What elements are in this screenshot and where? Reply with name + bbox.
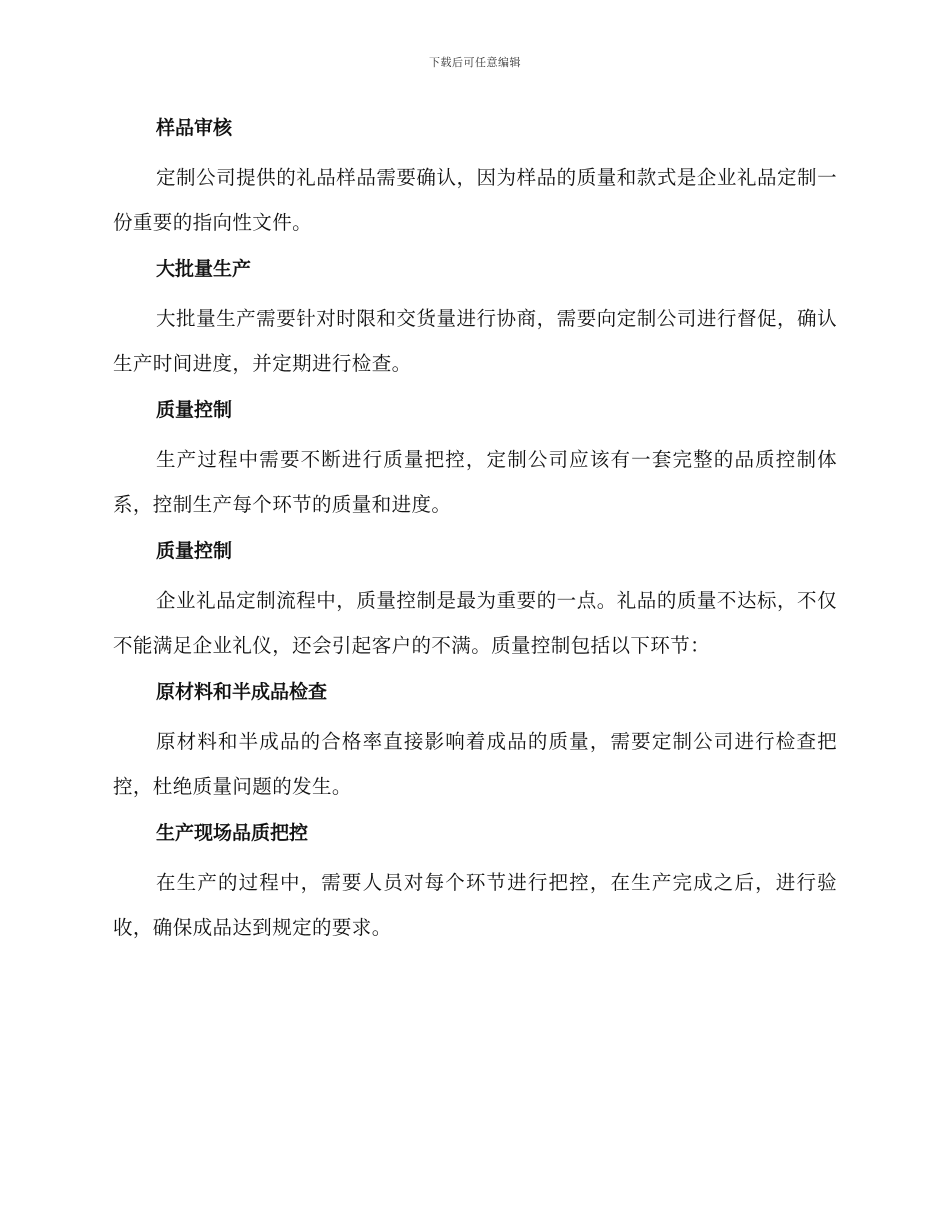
section-onsite-quality — [113, 817, 837, 950]
section-body: 原材料和半成品的合格率直接影响着成品的质量，需要定制公司进行检查把控，杜绝质量问题的发生。 — [113, 730, 837, 798]
section-mass-production — [113, 253, 837, 394]
section-heading: 样品审核 — [156, 117, 233, 139]
document-content — [113, 112, 837, 950]
section-quality-control-1 — [113, 394, 837, 535]
section-body: 在生产的过程中，需要人员对每个环节进行把控，在生产完成之后，进行验收，确保成品达到规定的要求。 — [113, 871, 837, 939]
section-heading: 原材料和半成品检查 — [156, 681, 328, 703]
section-body: 大批量生产需要针对时限和交货量进行协商，需要向定制公司进行督促，确认生产时间进度，并定期进行检查。 — [113, 307, 837, 375]
section-heading: 生产现场品质把控 — [156, 822, 309, 844]
section-body: 定制公司提供的礼品样品需要确认，因为样品的质量和款式是企业礼品定制一份重要的指向性文件。 — [113, 166, 837, 234]
section-material-inspection — [113, 676, 837, 817]
section-heading: 大批量生产 — [156, 258, 252, 280]
section-heading: 质量控制 — [156, 540, 233, 562]
page-header: 下载后可任意编辑 — [429, 56, 521, 69]
section-sample-review — [113, 112, 837, 253]
section-quality-control-2 — [113, 535, 837, 676]
section-body: 生产过程中需要不断进行质量把控，定制公司应该有一套完整的品质控制体系，控制生产每个环节的质量和进度。 — [113, 448, 837, 516]
section-heading: 质量控制 — [156, 399, 233, 421]
section-body: 企业礼品定制流程中，质量控制是最为重要的一点。礼品的质量不达标，不仅不能满足企业礼仪，还会引起客户的不满。质量控制包括以下环节： — [113, 589, 837, 657]
